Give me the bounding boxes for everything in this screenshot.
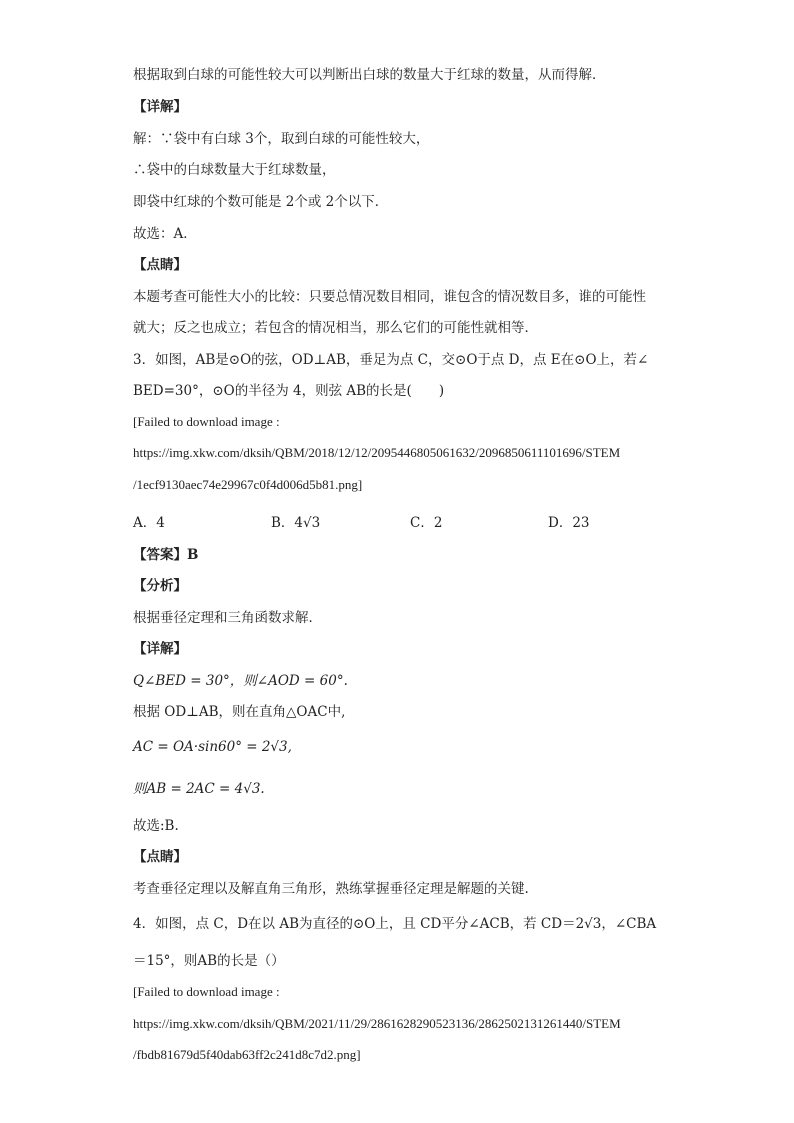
failed-image-1: [Failed to download image :	[133, 414, 280, 429]
line-5: 故选：A．	[133, 226, 197, 242]
question-4-line-2: ＝15°，则AB的长是（）	[133, 953, 285, 969]
image-url-1b: /1ecf9130aec74e29967c0f4d006d5b81.png]	[133, 477, 363, 492]
line-2: 解：∵袋中有白球 3个，取到白球的可能性较大，	[133, 131, 430, 147]
image-url-2a: https://img.xkw.com/dksih/QBM/2021/11/29/2861628290523136/2862502131261440/STEM	[133, 1016, 621, 1031]
option-d: D．23	[548, 515, 590, 531]
analysis-heading: 【分析】	[133, 578, 187, 594]
question-4-line-1: 4．如图，点 C，D在以 AB为直径的⊙O上，且 CD平分∠ACB，若 CD＝2√3，∠CBA	[133, 916, 657, 932]
line-3: ∴袋中的白球数量大于红球数量，	[133, 162, 336, 178]
image-url-1a: https://img.xkw.com/dksih/QBM/2018/12/12/2095446805061632/2096850611101696/STEM	[133, 445, 621, 460]
line-6: 本题考查可能性大小的比较：只要总情况数目相同，谁包含的情况数目多，谁的可能性	[133, 289, 646, 305]
section-detail-heading: 【详解】	[133, 99, 187, 115]
failed-image-2: [Failed to download image :	[133, 984, 280, 999]
image-url-2b: /fbdb81679d5f40dab63ff2c241d8c7d2.png]	[133, 1047, 361, 1062]
math-line-2: 根据 OD⊥AB，则在直角△OAC中,	[133, 704, 346, 720]
answer-heading: 【答案】B	[133, 547, 199, 563]
math-line-3: AC = OA·sin60° = 2√3,	[133, 739, 292, 755]
math-line-4: 则AB = 2AC = 4√3.	[133, 781, 265, 797]
line-1: 根据取到白球的可能性较大可以判断出白球的数量大于红球的数量，从而得解．	[133, 67, 606, 83]
line-7: 就大；反之也成立；若包含的情况相当，那么它们的可能性就相等．	[133, 320, 538, 336]
line-8: 根据垂径定理和三角函数求解．	[133, 610, 322, 626]
line-4: 即袋中红球的个数可能是 2个或 2个以下．	[133, 194, 389, 210]
section-comment-heading: 【点睛】	[133, 257, 187, 273]
line-10: 考查垂径定理以及解直角三角形，熟练掌握垂径定理是解题的关键.	[133, 881, 529, 897]
question-3-line-1: 3．如图，AB是⊙O的弦，OD⊥AB，垂足为点 C，交⊙O于点 D，点 E在⊙O上，若∠	[133, 352, 649, 368]
option-a: A．4	[133, 515, 165, 531]
math-line-1: Q∠BED = 30°，则∠AOD = 60°.	[133, 673, 348, 689]
option-c: C．2	[410, 515, 443, 531]
section-comment-heading-2: 【点睛】	[133, 849, 187, 865]
question-3-line-2: BED=30°，⊙O的半径为 4，则弦 AB的长是( )	[133, 383, 445, 399]
section-detail-heading-2: 【详解】	[133, 641, 187, 657]
line-9: 故选:B.	[133, 818, 179, 834]
option-b: B．4√3	[271, 515, 321, 531]
